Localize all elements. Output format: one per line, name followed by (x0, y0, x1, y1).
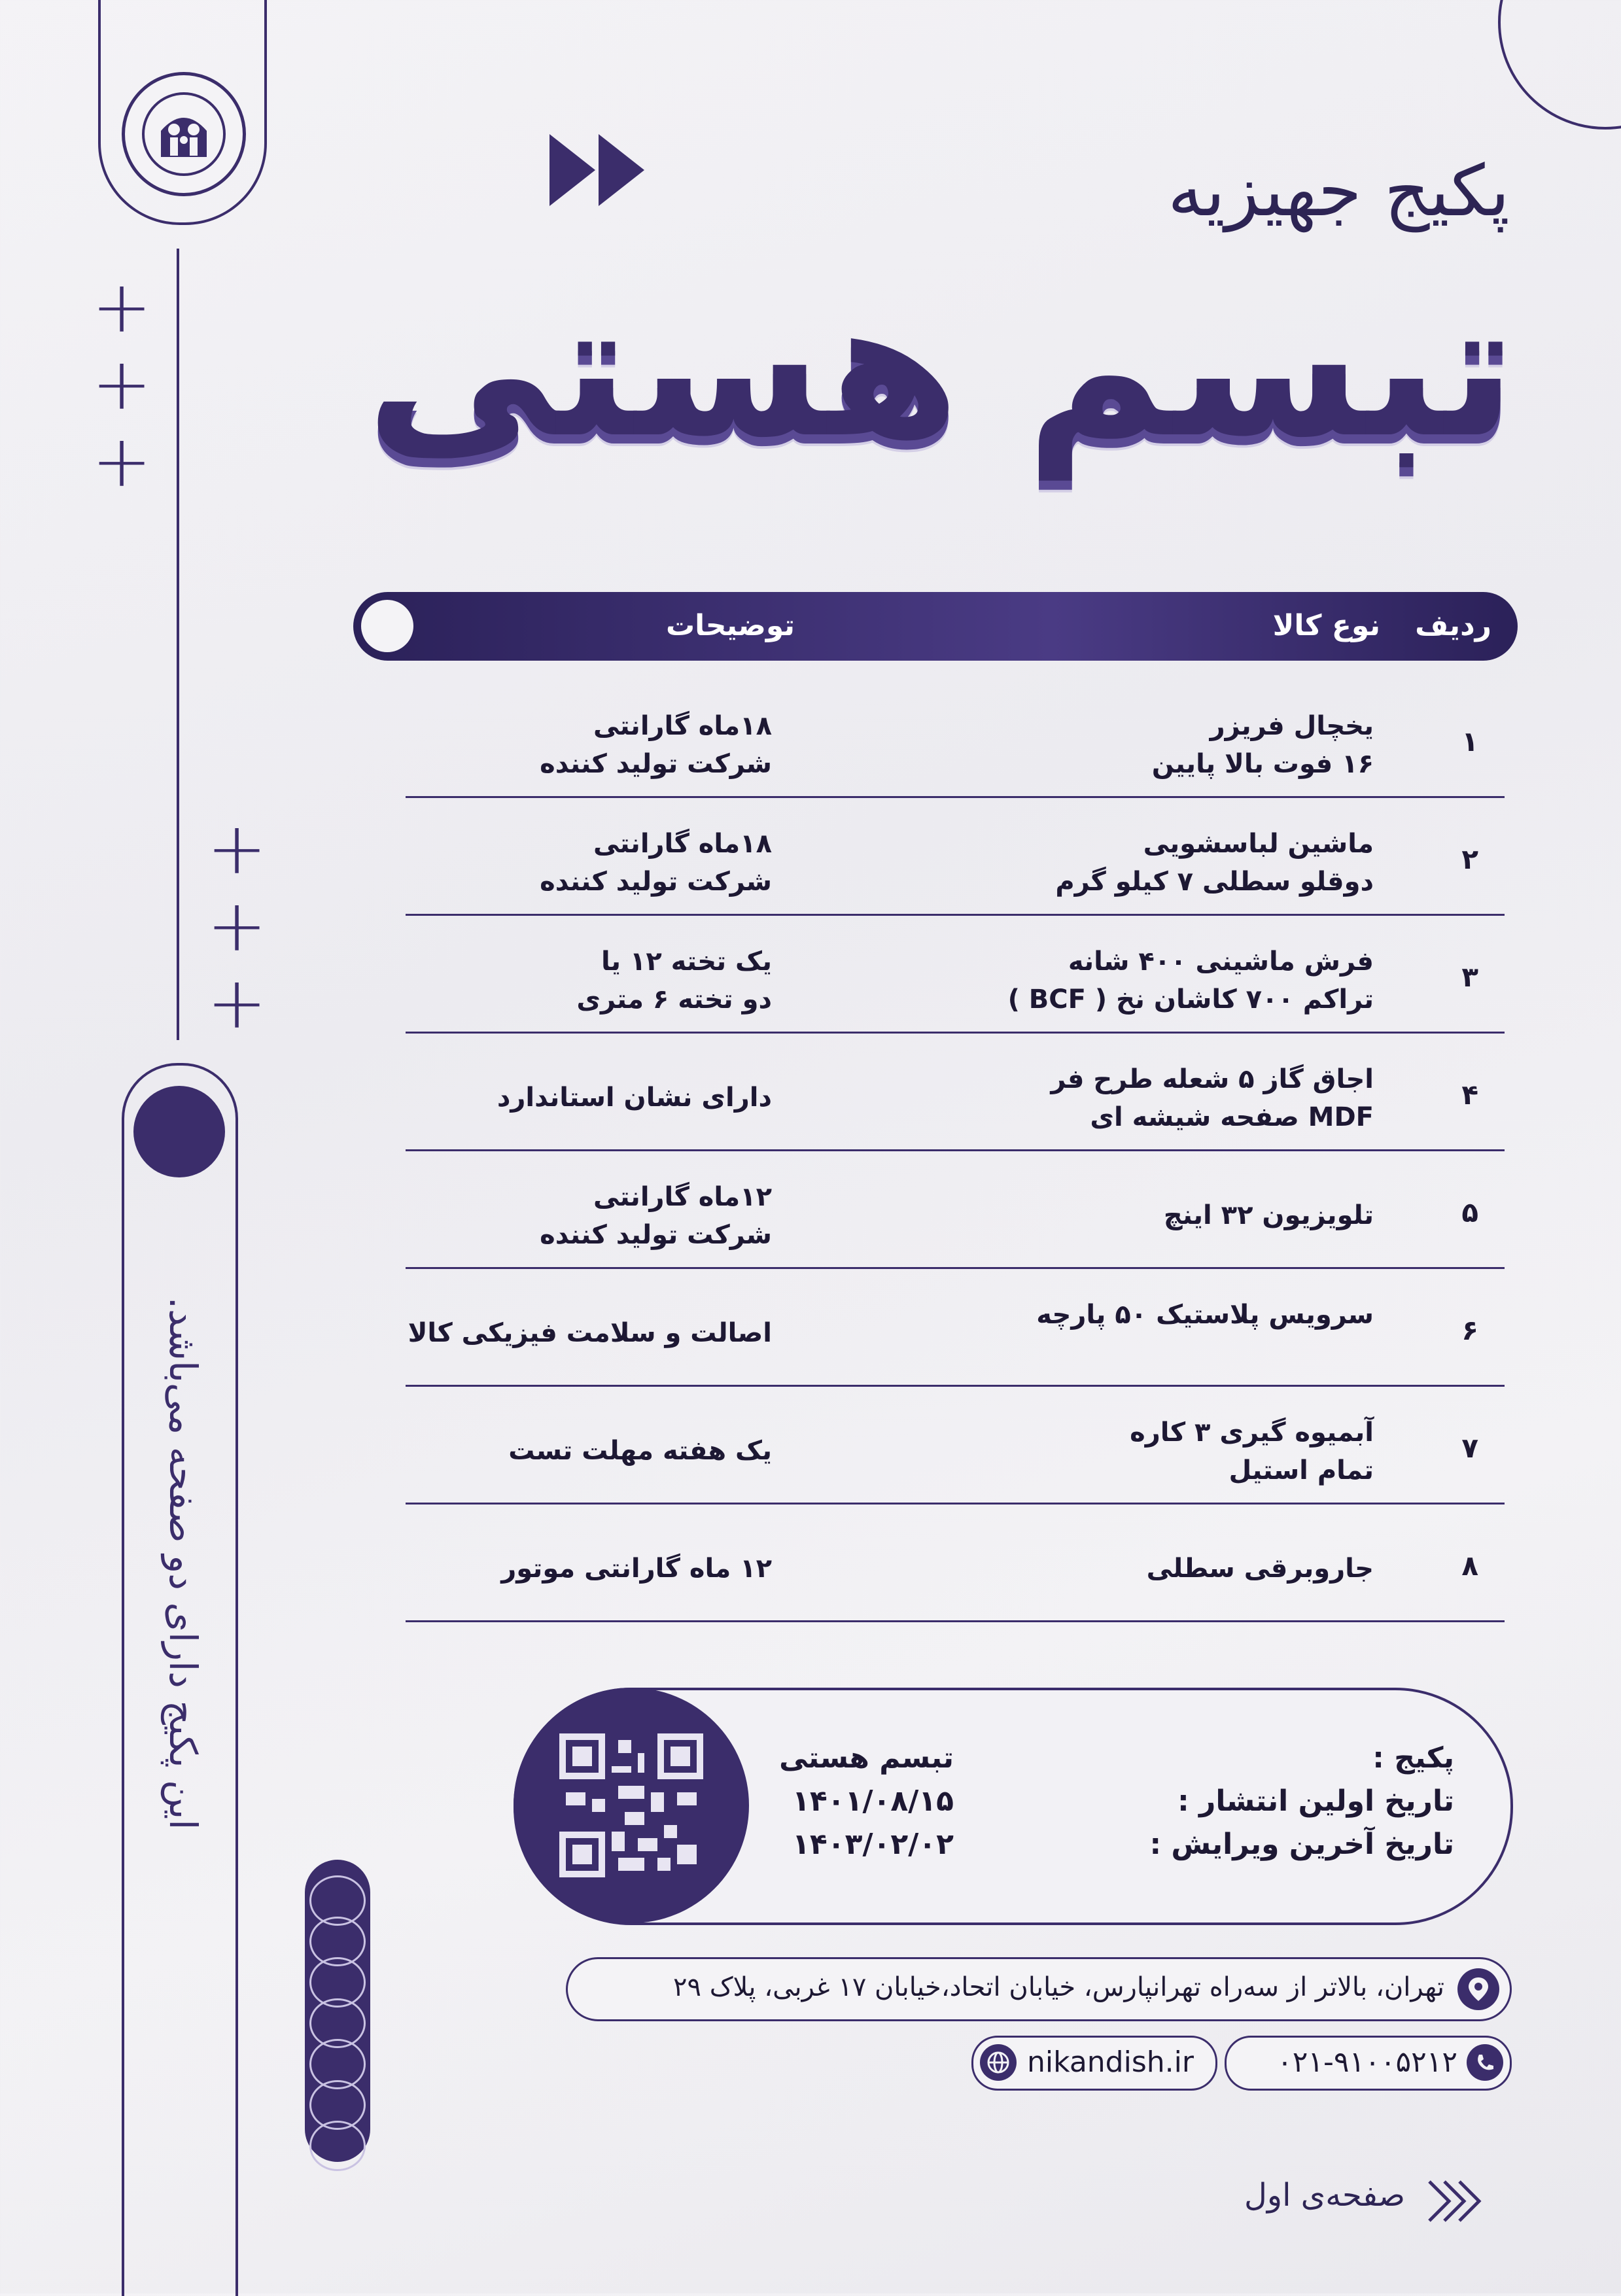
address-pill (566, 1957, 1512, 2021)
table-row (406, 1503, 1505, 1622)
row-description (406, 707, 772, 783)
product-line: جاروبرقی سطلی (1146, 1554, 1374, 1584)
product-line: دوقلو سطلی ۷ کیلو گرم (1055, 867, 1374, 897)
package-title: تبسم هستی (366, 259, 1516, 479)
phone-pill[interactable] (1225, 2036, 1512, 2091)
value-package: تبسم هستی (779, 1741, 954, 1775)
row-product (1007, 1060, 1374, 1136)
info-values (779, 1737, 954, 1866)
product-line: اجاق گاز ۵ شعله طرح فر (1051, 1064, 1374, 1094)
globe-icon (980, 2044, 1017, 2081)
description-line: ۱۸ماه گارانتی (593, 829, 772, 859)
rail-line (177, 249, 179, 1040)
description-line: ۱۲ ماه گارانتی موتور (501, 1554, 772, 1584)
value-last-edit: ۱۴۰۳/۰۲/۰۲ (792, 1828, 954, 1861)
header-knob (361, 600, 413, 652)
header-description: توضیحات (665, 609, 795, 642)
website-pill[interactable] (971, 2036, 1217, 2091)
table-row (406, 1385, 1505, 1505)
plus-icon: + (207, 884, 268, 967)
row-number: ۲ (1461, 843, 1478, 875)
location-pin-icon (1457, 1968, 1499, 2010)
plus-icon: + (92, 342, 152, 426)
row-description (406, 825, 772, 901)
charity-logo-icon (122, 72, 246, 196)
row-number: ۴ (1461, 1079, 1478, 1111)
table-row (406, 1267, 1505, 1387)
row-number: ۱ (1461, 725, 1478, 757)
row-number: ۶ (1461, 1314, 1478, 1346)
page-label: صفحه‌ی اول (1244, 2177, 1405, 2214)
description-line: اصالت و سلامت فیزیکی کالا (408, 1318, 772, 1348)
description-line: دارای نشان استاندارد (497, 1083, 772, 1113)
row-product (1007, 707, 1374, 783)
row-product (1007, 1196, 1374, 1234)
row-number: ۵ (1461, 1196, 1478, 1228)
description-line: شرکت تولید کننده (540, 1220, 772, 1250)
product-line: تراکم ۷۰۰ کاشان نخ ( BCF ) (1007, 984, 1374, 1015)
table-header (353, 592, 1518, 661)
row-description (406, 1079, 772, 1117)
row-product (1007, 1296, 1374, 1334)
corner-circle (1498, 0, 1621, 130)
product-line: فرش ماشینی ۴۰۰ شانه (1068, 947, 1374, 977)
row-number: ۷ (1461, 1432, 1478, 1464)
side-pill-dot (133, 1086, 225, 1177)
phone-icon (1467, 2044, 1503, 2081)
website-link[interactable]: nikandish.ir (1027, 2045, 1194, 2079)
row-description (406, 1432, 772, 1470)
label-last-edit: تاریخ آخرین ویرایش : (1149, 1828, 1454, 1861)
decorative-chain (305, 1860, 370, 2162)
phone-number: ۰۲۱-۹۱۰۰۵۲۱۲ (1277, 2045, 1457, 2079)
description-line: دو تخته ۶ متری (576, 984, 772, 1015)
row-description (406, 1178, 772, 1254)
row-product (1007, 1414, 1374, 1489)
description-line: ۱۲ماه گارانتی (593, 1182, 772, 1212)
plus-icon: + (92, 419, 152, 503)
table-row (406, 678, 1505, 798)
table-row (406, 1032, 1505, 1151)
table-row (406, 796, 1505, 916)
qr-code-icon (559, 1733, 703, 1877)
product-line: تلویزیون ۳۲ اینچ (1163, 1200, 1374, 1230)
header-product: نوع کالا (1272, 609, 1380, 642)
product-line: ۱۶ فوت بالا پایین (1151, 749, 1374, 779)
row-product (1007, 943, 1374, 1018)
chevrons-right-icon (1426, 2178, 1485, 2227)
description-line: یک هفته مهلت تست (508, 1436, 772, 1466)
plus-icon: + (207, 807, 268, 890)
description-line: شرکت تولید کننده (540, 749, 772, 779)
row-product (1007, 1550, 1374, 1588)
address-text: تهران، بالاتر از سه‌راه تهرانپارس، خیابان اتحاد،خیابان ۱۷ غربی، پلاک ۲۹ (673, 1972, 1444, 2002)
plus-icon: + (92, 265, 152, 349)
package-subtitle: پکیج جهیزیه (1167, 150, 1510, 232)
row-description (406, 1314, 772, 1352)
product-line: سرویس پلاستیک ۵۰ پارچه (1036, 1300, 1374, 1330)
table-row (406, 1149, 1505, 1269)
table-row (406, 914, 1505, 1034)
plus-icon: + (207, 961, 268, 1045)
product-line: تمام استیل (1229, 1455, 1374, 1486)
product-line: یخچال فریزر (1210, 711, 1374, 741)
description-line: ۱۸ماه گارانتی (593, 711, 772, 741)
fast-forward-icon (549, 134, 648, 209)
header-row: ردیف (1415, 609, 1491, 642)
info-labels (1150, 1737, 1454, 1866)
row-description (406, 1550, 772, 1588)
row-description (406, 943, 772, 1018)
qr-badge (514, 1688, 749, 1923)
product-line: MDF صفحه شیشه ای (1090, 1102, 1374, 1132)
side-note: این پکیج دارای دو صفحه می‌باشد. (161, 1296, 205, 1830)
value-first-publish: ۱۴۰۱/۰۸/۱۵ (792, 1784, 954, 1818)
product-line: ماشین لباسشویی (1143, 829, 1374, 859)
label-package: پکیج : (1372, 1741, 1454, 1775)
row-number: ۸ (1461, 1550, 1478, 1582)
row-number: ۳ (1461, 961, 1478, 993)
description-line: یک تخته ۱۲ یا (601, 947, 772, 977)
row-product (1007, 825, 1374, 901)
product-line: آبمیوه گیری ۳ کاره (1130, 1418, 1374, 1448)
label-first-publish: تاریخ اولین انتشار : (1177, 1784, 1454, 1818)
description-line: شرکت تولید کننده (540, 867, 772, 897)
